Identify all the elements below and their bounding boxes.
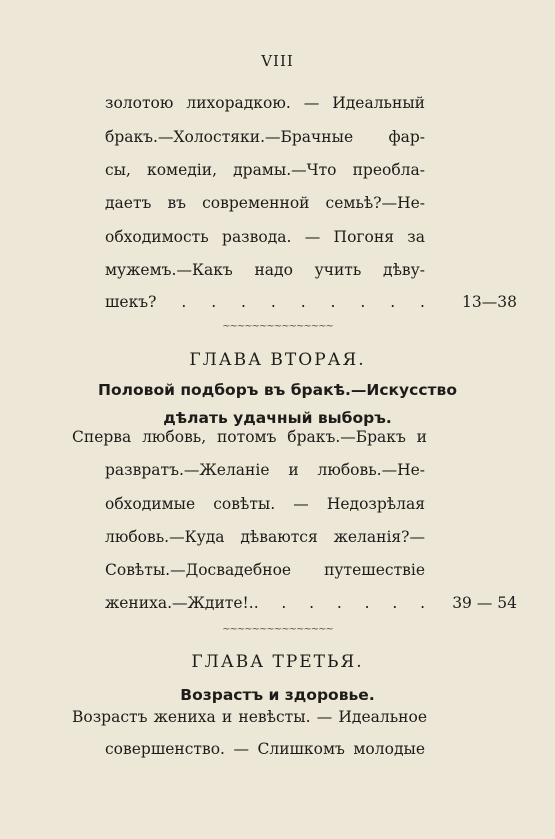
toc-line: Возрастъ жениха и невѣсты. — Идеальное bbox=[72, 708, 427, 726]
chapter-subtitle bbox=[0, 376, 555, 432]
toc-line: любовь.—Куда дѣваются желанія?— bbox=[105, 528, 425, 546]
page-range: 13—38 bbox=[462, 293, 517, 311]
toc-line: золотою лихорадкою. — Идеальный bbox=[105, 94, 425, 112]
subtitle-line: Возрастъ и здоровье. bbox=[180, 686, 375, 704]
chapter-title: ГЛАВА ТРЕТЬЯ. bbox=[191, 652, 364, 672]
toc-line: совершенство. — Слишкомъ молодые bbox=[105, 740, 425, 758]
chapter-subtitle bbox=[0, 681, 555, 709]
toc-line: даетъ въ современной семьѣ?—Не- bbox=[105, 194, 425, 212]
toc-line: жениха.—Ждите!.. . . . . . . bbox=[105, 594, 425, 612]
toc-line: обходимость развода. — Погоня за bbox=[105, 228, 425, 246]
toc-line: бракъ.—Холостяки.—Брачные фар- bbox=[105, 128, 425, 146]
toc-line: мужемъ.—Какъ надо учить дѣву- bbox=[105, 261, 425, 279]
subtitle-line: Половой подборъ въ бракѣ.—Искусство bbox=[98, 381, 457, 399]
toc-line: обходимые совѣты. — Недозрѣлая bbox=[105, 495, 425, 513]
page-range: 39 — 54 bbox=[452, 594, 517, 612]
subtitle-line: дѣлать удачный выборъ. bbox=[163, 409, 392, 427]
toc-line: развратъ.—Желаніе и любовь.—Не- bbox=[105, 461, 425, 479]
page-number: VIII bbox=[261, 52, 294, 70]
chapter-title: ГЛАВА ВТОРАЯ. bbox=[189, 350, 366, 370]
toc-line: Сперва любовь, потомъ бракъ.—Бракъ и bbox=[72, 428, 427, 446]
ornament-divider: ~~~~~~~~~~~~~~~ bbox=[222, 624, 333, 635]
toc-line: Совѣты.—Досвадебное путешествіе bbox=[105, 561, 425, 579]
toc-line: шекъ? . . . . . . . . . bbox=[105, 293, 425, 311]
toc-line: сы, комедіи, драмы.—Что преобла- bbox=[105, 161, 425, 179]
ornament-divider: ~~~~~~~~~~~~~~~ bbox=[222, 321, 333, 332]
